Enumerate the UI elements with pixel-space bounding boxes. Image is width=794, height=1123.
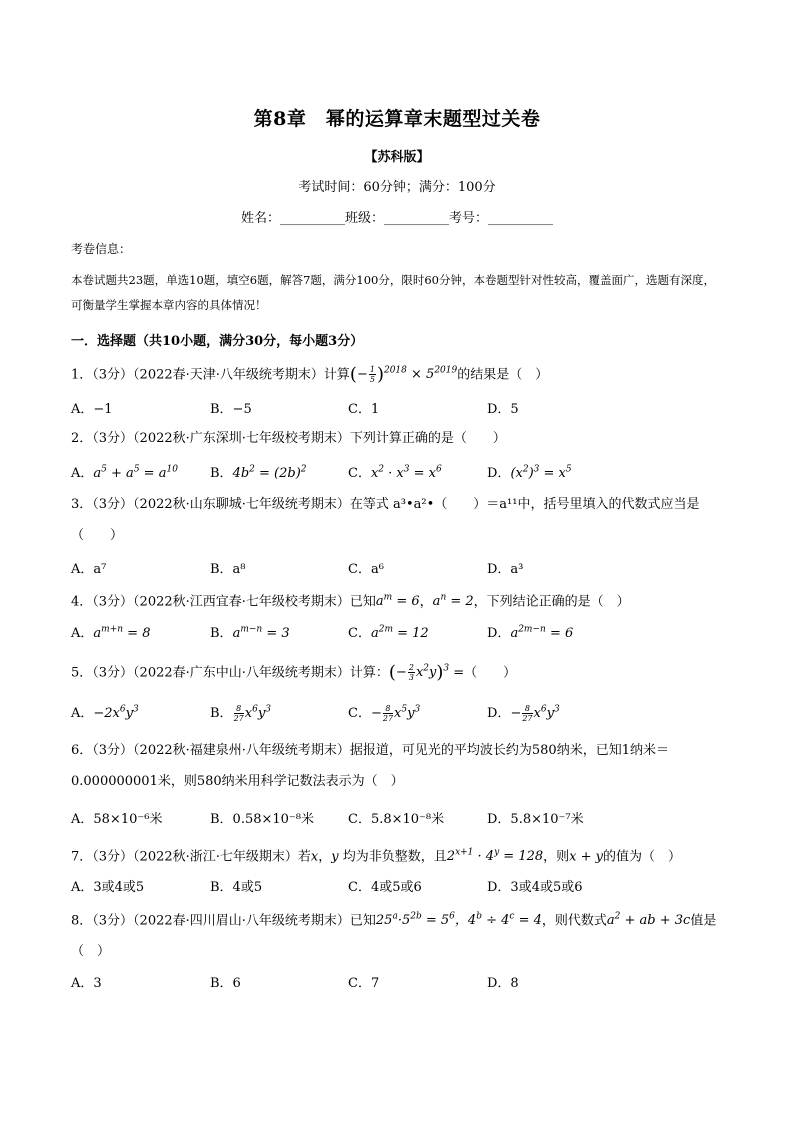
question-4: 4．（3分）（2022秋·江西宜春·七年级校考期末）已知$a^m = 6$，$a^n = 2$，下列结论正确的是（ ） <box>71 593 630 610</box>
q3-option-b[interactable]: B．a⁸ <box>210 562 246 577</box>
q4-expression: $a^m = 6$ <box>375 593 420 610</box>
q8-option-c[interactable]: C．7 <box>348 976 380 991</box>
q4-options <box>71 622 726 644</box>
info-body: 本卷试题共23题，单选10题，填空6题，解答7题，满分100分，限时60分钟，本卷题型针对性较高，覆盖面广，选题有深度，可衡量学生掌握本章内容的具体情况！ <box>71 273 715 312</box>
exam-time-score: 考试时间：60分钟；满分：100分 <box>298 180 496 195</box>
q3-option-d[interactable]: D．a³ <box>487 562 524 577</box>
q5-expression: (− $\frac{2}{3}$ $x^2y)^3$ <box>388 662 450 684</box>
q1-option-d[interactable]: D．5 <box>487 402 519 417</box>
q3-option-a[interactable]: A．a⁷ <box>71 562 107 577</box>
q1-expression: (− $\frac{1}{5}$ )$^{2018} \times 5^{2019}$ <box>349 364 458 386</box>
q6-options <box>71 808 726 830</box>
q6-option-b[interactable]: B．0.58×10⁻⁸米 <box>210 812 315 827</box>
question-1: 1．（3分）（2022春·天津·八年级统考期末）计算(− $\frac{1}{5}$ )$^{2018} \times 5^{2019}$的结果是（ ） <box>71 364 549 386</box>
q5-option-a[interactable]: A．$-2x^6y^3$ <box>71 704 139 721</box>
q3-option-c[interactable]: C．a⁶ <box>348 562 384 577</box>
q3-options <box>71 558 726 580</box>
q2-option-d[interactable]: D．$(x^2)^3 = x^5$ <box>487 464 572 481</box>
student-info-row: 姓名：__________班级：__________考号：__________ <box>240 211 553 226</box>
page-title: 第8章 幂的运算章末题型过关卷 <box>253 108 541 130</box>
q8-option-a[interactable]: A．3 <box>71 976 102 991</box>
question-7: 7．（3分）（2022秋·浙江·七年级期末）若x，y 均为非负整数，且$2^{x+1} \cdot 4^y = 128$，则x + y的值为（ ） <box>71 848 682 865</box>
q5-option-d[interactable]: D．− $\frac{8}{27}$ $x^6y^3$ <box>487 704 560 723</box>
question-8: 8．（3分）（2022春·四川眉山·八年级统考期末）已知$25^a\cdot 5^{2b} = 5^6$，$4^b \div 4^c = 4$，则代数式$a^2$ + ab + 3c值是（ ） <box>71 912 717 960</box>
q7-option-a[interactable]: A．3或4或5 <box>71 880 145 895</box>
question-6: 6．（3分）（2022秋·福建泉州·八年级统考期末）据报道，可见光的平均波长约为580纳米，已知1纳米＝0.000000001米，则580纳米用科学记数法表示为（ ） <box>71 743 669 789</box>
q2-option-c[interactable]: C．$x^2 \cdot x^3 = x^6$ <box>348 464 442 481</box>
q8-options <box>71 972 726 994</box>
q1-option-b[interactable]: B．−5 <box>210 402 252 417</box>
q1-options <box>71 398 726 420</box>
q5-options <box>71 702 726 724</box>
section-title: 一．选择题（共10小题，满分30分，每小题3分） <box>71 334 364 349</box>
q2-option-a[interactable]: A．$a^5 + a^5 = a^{10}$ <box>71 464 178 481</box>
q8-expression: $25^a\cdot 5^{2b} = 5^6$，$4^b \div 4^c = 4$ <box>375 912 542 929</box>
q2-option-b[interactable]: B．$4b^2 = (2b)^2$ <box>210 464 307 481</box>
info-title: 考卷信息： <box>71 242 132 256</box>
question-3: 3．（3分）（2022秋·山东聊城·七年级统考期末）在等式 a³•a²•（ ）＝a¹¹中，括号里填入的代数式应当是（ ） <box>71 497 700 543</box>
question-2: 2．（3分）（2022秋·广东深圳·七年级校考期末）下列计算正确的是（ ） <box>71 431 506 446</box>
q1-option-a[interactable]: A．−1 <box>71 402 113 417</box>
question-5: 5．（3分）（2022春·广东中山·八年级统考期末）计算：(− $\frac{2}{3}$ $x^2y)^3$ =（ ） <box>71 662 517 684</box>
q7-option-b[interactable]: B．4或5 <box>210 880 263 895</box>
edition-label: 【苏科版】 <box>364 150 430 165</box>
q6-option-c[interactable]: C．5.8×10⁻⁸米 <box>348 812 445 827</box>
q4-option-c[interactable]: C．$a^{2m} = 12$ <box>348 624 429 641</box>
q8-option-b[interactable]: B．6 <box>210 976 241 991</box>
q4-option-d[interactable]: D．$a^{2m-n} = 6$ <box>487 624 574 641</box>
q7-option-d[interactable]: D．3或4或5或6 <box>487 880 583 895</box>
q7-expression: $2^{x+1} \cdot 4^y = 128$ <box>446 848 544 865</box>
q7-option-c[interactable]: C．4或5或6 <box>348 880 422 895</box>
q6-option-d[interactable]: D．5.8×10⁻⁷米 <box>487 812 584 827</box>
q8-option-d[interactable]: D．8 <box>487 976 519 991</box>
q7-options <box>71 876 726 898</box>
q6-option-a[interactable]: A．58×10⁻⁶米 <box>71 812 163 827</box>
q5-option-b[interactable]: B． $\frac{8}{27}$ $x^6y^3$ <box>210 704 271 723</box>
q4-option-a[interactable]: A．$a^{m+n} = 8$ <box>71 624 151 641</box>
q4-option-b[interactable]: B．$a^{m-n} = 3$ <box>210 624 290 641</box>
q2-options <box>71 462 726 484</box>
q1-option-c[interactable]: C．1 <box>348 402 380 417</box>
q5-option-c[interactable]: C．− $\frac{8}{27}$ $x^5y^3$ <box>348 704 421 723</box>
